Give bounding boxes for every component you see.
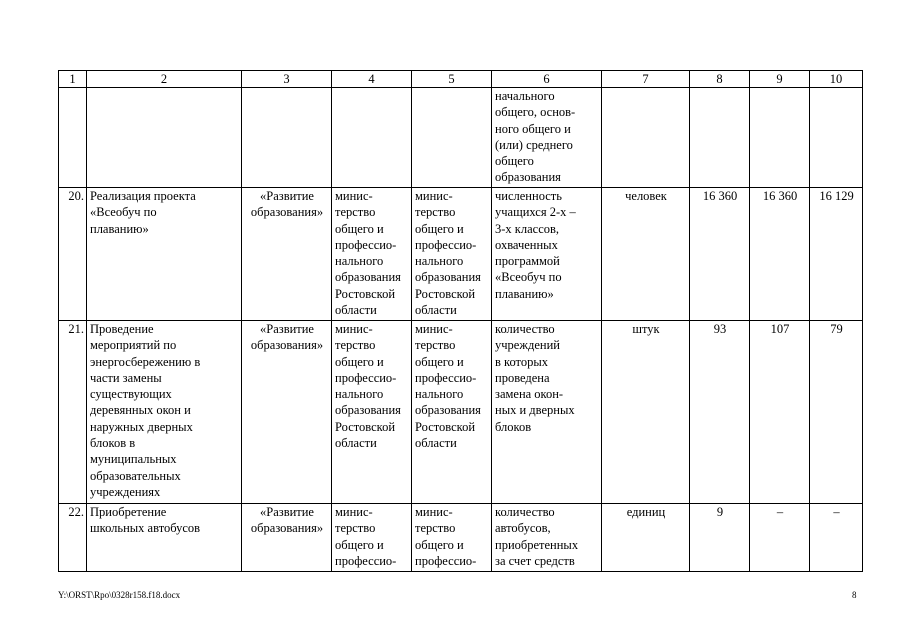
table-cell	[602, 88, 690, 188]
page-number: 8	[852, 590, 857, 600]
continuation-row	[59, 88, 863, 188]
co-executor-cell: минис- терство общего и профессио- нального образования Ростовской области	[412, 188, 492, 321]
unit-cell: единиц	[602, 504, 690, 572]
header-cell: 4	[332, 71, 412, 88]
measure-name: Реализация проекта «Всеобуч по плаванию»	[87, 188, 242, 321]
header-cell: 2	[87, 71, 242, 88]
value-cell: 16 129	[810, 188, 863, 321]
table-cell	[690, 88, 750, 188]
co-executor-cell: минис- терство общего и профессио- нального образования Ростовской области	[412, 321, 492, 504]
indicator-cell: количество учреждений в которых проведена замена окон- ных и дверных блоков	[492, 321, 602, 504]
row-number: 22.	[59, 504, 87, 572]
unit-cell: человек	[602, 188, 690, 321]
header-cell: 3	[242, 71, 332, 88]
table-row	[59, 321, 863, 504]
measure-name: Проведение мероприятий по энергосбережению в части замены существующих деревянных окон и наружных дверных блоков в муниципальных образовательных учреждениях	[87, 321, 242, 504]
header-cell: 8	[690, 71, 750, 88]
unit-cell: штук	[602, 321, 690, 504]
indicator-cell: численность учащихся 2-х – 3-х классов, охваченных программой «Всеобуч по плаванию»	[492, 188, 602, 321]
value-cell: 16 360	[750, 188, 810, 321]
value-cell: 107	[750, 321, 810, 504]
table-cell	[59, 88, 87, 188]
header-cell: 9	[750, 71, 810, 88]
co-executor-cell: минис- терство общего и профессио-	[412, 504, 492, 572]
value-cell: 79	[810, 321, 863, 504]
executor-cell: минис- терство общего и профессио-	[332, 504, 412, 572]
indicator-cell: начального общего, основ- ного общего и (или) среднего общего образования	[492, 88, 602, 188]
header-cell: 1	[59, 71, 87, 88]
indicator-cell: количество автобусов, приобретенных за счет средств	[492, 504, 602, 572]
header-row	[59, 71, 863, 88]
table-cell	[87, 88, 242, 188]
table-cell	[242, 88, 332, 188]
table-cell	[750, 88, 810, 188]
table-cell	[810, 88, 863, 188]
header-cell: 5	[412, 71, 492, 88]
table-row	[59, 188, 863, 321]
value-cell: 9	[690, 504, 750, 572]
table-row	[59, 504, 863, 572]
header-cell: 6	[492, 71, 602, 88]
footer-file-path: Y:\ORST\Rpo\0328r158.f18.docx	[58, 590, 181, 600]
row-number: 20.	[59, 188, 87, 321]
value-cell: 16 360	[690, 188, 750, 321]
program-name: «Развитие образования»	[242, 321, 332, 504]
row-number: 21.	[59, 321, 87, 504]
table-cell	[332, 88, 412, 188]
table-cell	[412, 88, 492, 188]
value-cell: –	[810, 504, 863, 572]
program-name: «Развитие образования»	[242, 504, 332, 572]
header-cell: 7	[602, 71, 690, 88]
measure-name: Приобретение школьных автобусов	[87, 504, 242, 572]
data-table	[58, 70, 863, 572]
value-cell: –	[750, 504, 810, 572]
header-cell: 10	[810, 71, 863, 88]
executor-cell: минис- терство общего и профессио- нального образования Ростовской области	[332, 321, 412, 504]
program-name: «Развитие образования»	[242, 188, 332, 321]
executor-cell: минис- терство общего и профессио- нального образования Ростовской области	[332, 188, 412, 321]
value-cell: 93	[690, 321, 750, 504]
